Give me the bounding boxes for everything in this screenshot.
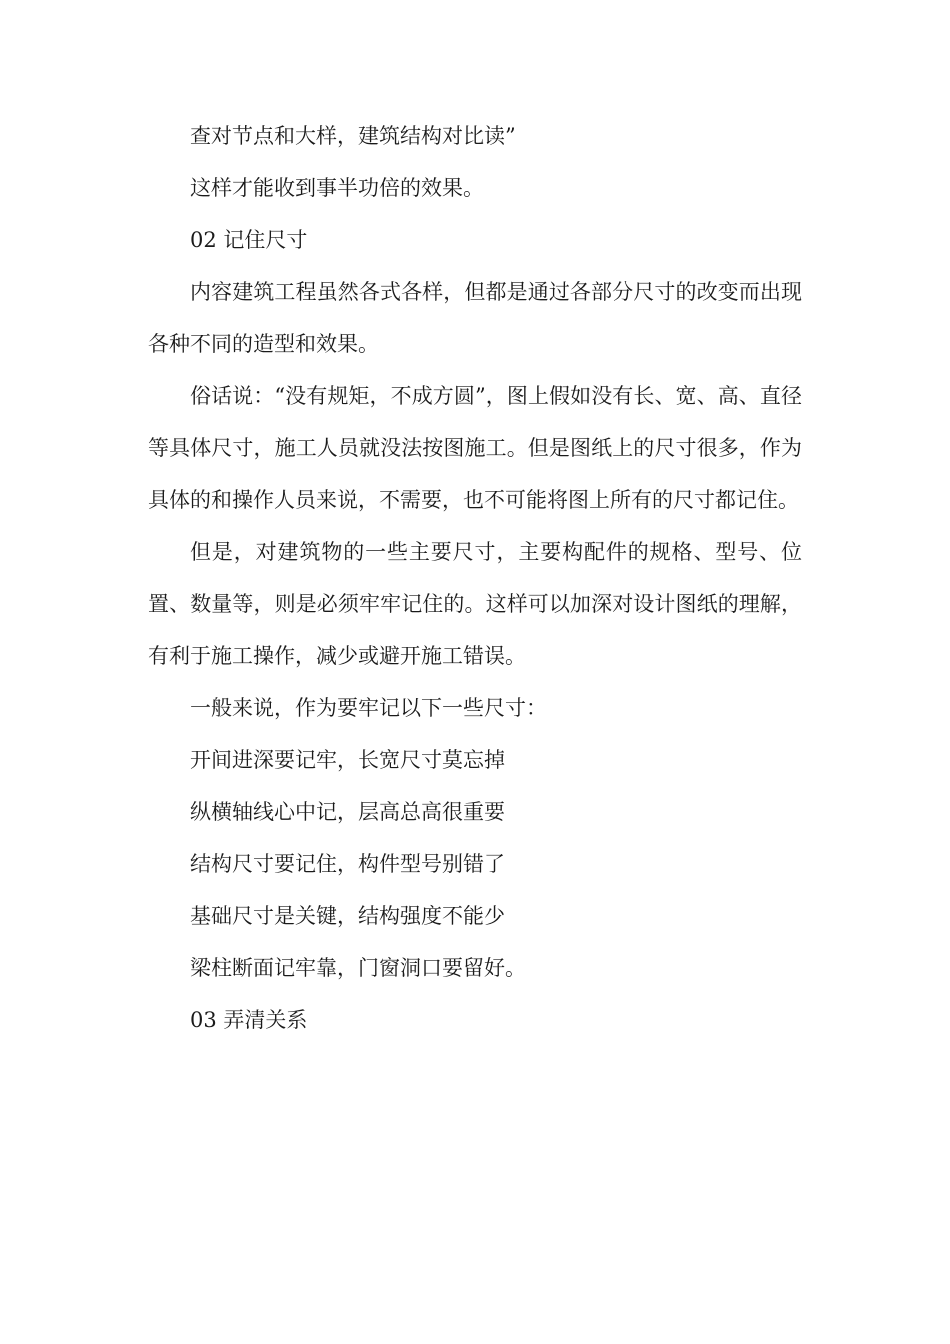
verse-line: 梁柱断面记牢靠，门窗洞口要留好。 bbox=[190, 956, 526, 980]
verse-line: 开间进深要记牢，长宽尺寸莫忘掉 bbox=[190, 748, 505, 772]
paragraph-text: 一般来说，作为要牢记以下一些尺寸： bbox=[190, 696, 547, 720]
verse-line: 基础尺寸是关键，结构强度不能少 bbox=[190, 904, 505, 928]
paragraph-text: 但是，对建筑物的一些主要尺寸，主要构配件的规格、型号、位置、数量等，则是必须牢牢记住的。这样可以加深对设计图纸的理解，有利于施工操作，减少或避开施工错误。 bbox=[148, 540, 802, 668]
paragraph-text: 这样才能收到事半功倍的效果。 bbox=[190, 176, 484, 200]
section-heading: 03 弄清关系 bbox=[190, 1008, 308, 1032]
section-heading: 02 记住尺寸 bbox=[190, 228, 308, 252]
paragraph-text: 查对节点和大样，建筑结构对比读” bbox=[190, 124, 516, 148]
document-body bbox=[148, 110, 802, 1046]
paragraph-text: 内容建筑工程虽然各式各样，但都是通过各部分尺寸的改变而出现各种不同的造型和效果。 bbox=[148, 280, 802, 356]
paragraph-text: 俗话说：“没有规矩，不成方圆”，图上假如没有长、宽、高、直径等具体尺寸，施工人员就没法按图施工。但是图纸上的尺寸很多，作为具体的和操作人员来说，不需要，也不可能将图上所有的尺寸都记住。 bbox=[148, 384, 802, 512]
verse-line: 纵横轴线心中记，层高总高很重要 bbox=[190, 800, 505, 824]
verse-line: 结构尺寸要记住，构件型号别错了 bbox=[190, 852, 505, 876]
